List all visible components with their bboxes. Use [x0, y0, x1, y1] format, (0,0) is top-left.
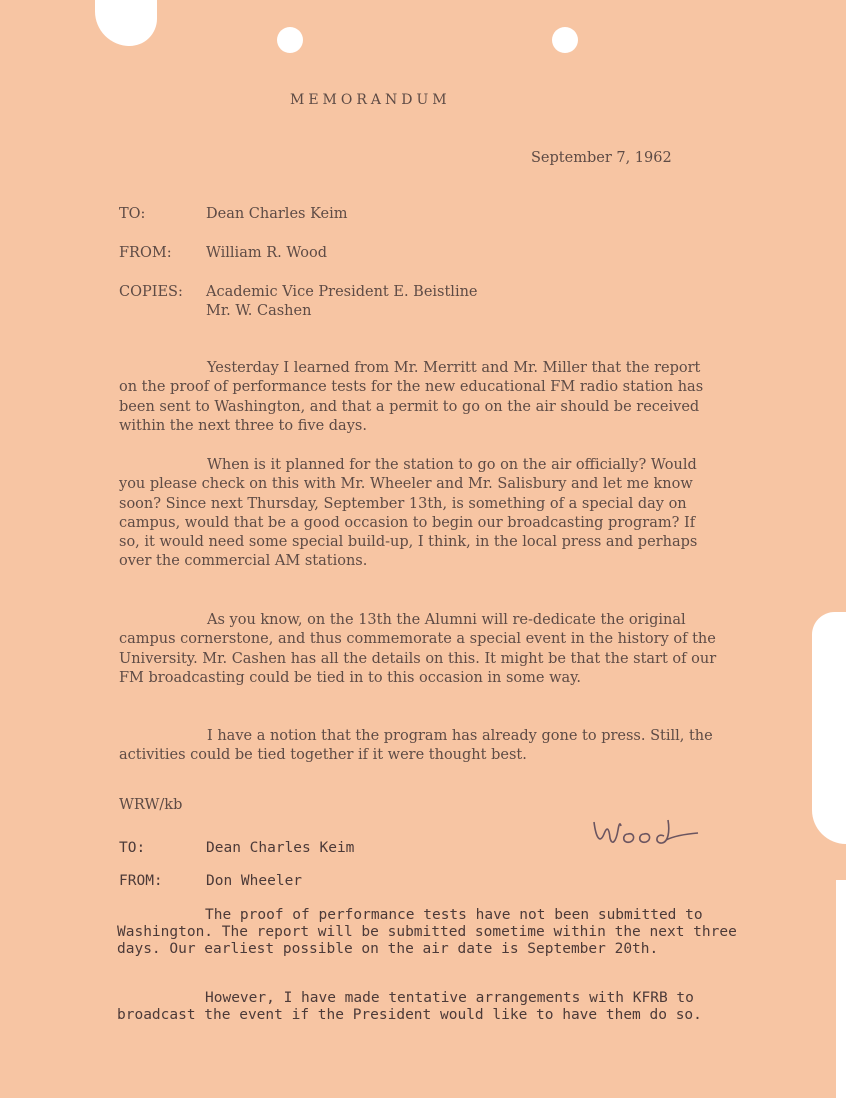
- reply-to-label: TO:: [119, 840, 146, 856]
- reply-from-label: FROM:: [119, 873, 163, 889]
- memo-paragraph-4: I have a notion that the program has already gone to press. Still, the activities could be tied together if it were thought best.: [119, 728, 713, 764]
- from-value: William R. Wood: [206, 245, 327, 261]
- to-label: TO:: [119, 206, 146, 222]
- to-value: Dean Charles Keim: [206, 206, 348, 222]
- copies-recipient-1: Academic Vice President E. Beistline: [206, 284, 478, 300]
- reply-to-value: Dean Charles Keim: [206, 840, 355, 856]
- reply-from-value: Don Wheeler: [206, 873, 303, 889]
- memo-paragraph-1: Yesterday I learned from Mr. Merritt and Mr. Miller that the report on the proof of performance tests for the new educational FM radio station has been sent to Washington, and that a permit to go on the air should be received within the next three to five days.: [119, 360, 704, 434]
- torn-edge-right-lower: [836, 880, 846, 1098]
- memo-paragraph-3: As you know, on the 13th the Alumni will re-dedicate the original campus cornerstone, and thus commemorate a special event in the history of the University. Mr. Cashen has all the details on this. It might be that the start of our FM broadcasting could be tied in to this occasion in some way.: [119, 612, 717, 686]
- punch-hole-left: [277, 27, 303, 53]
- memo-title: MEMORANDUM: [290, 92, 451, 108]
- torn-edge-right: [812, 612, 846, 844]
- handwritten-signature: [590, 812, 702, 852]
- torn-corner-top: [95, 0, 157, 46]
- reply-paragraph-1: The proof of performance tests have not been submitted to Washington. The report will be submitted sometime within the next three days. Our earliest possible on the air date is September 20th.: [117, 907, 746, 957]
- memo-paragraph-2: When is it planned for the station to go on the air officially? Would you please check on this with Mr. Wheeler and Mr. Salisbury and let me know soon? Since next Thursday, September 13th, is something of a special day on campus, would that be a good occasion to begin our broadcasting program? If so, it would need some special build-up, I think, in the local press and perhaps over the commercial AM stations.: [119, 457, 698, 570]
- reply-paragraph-2: However, I have made tentative arrangements with KFRB to broadcast the event if the President would like to have them do so.: [117, 990, 703, 1023]
- copies-recipient-2: Mr. W. Cashen: [206, 303, 312, 319]
- copies-label: COPIES:: [119, 284, 183, 300]
- from-label: FROM:: [119, 245, 172, 261]
- typist-initials: WRW/kb: [119, 797, 183, 813]
- memo-date: September 7, 1962: [531, 150, 672, 166]
- punch-hole-right: [552, 27, 578, 53]
